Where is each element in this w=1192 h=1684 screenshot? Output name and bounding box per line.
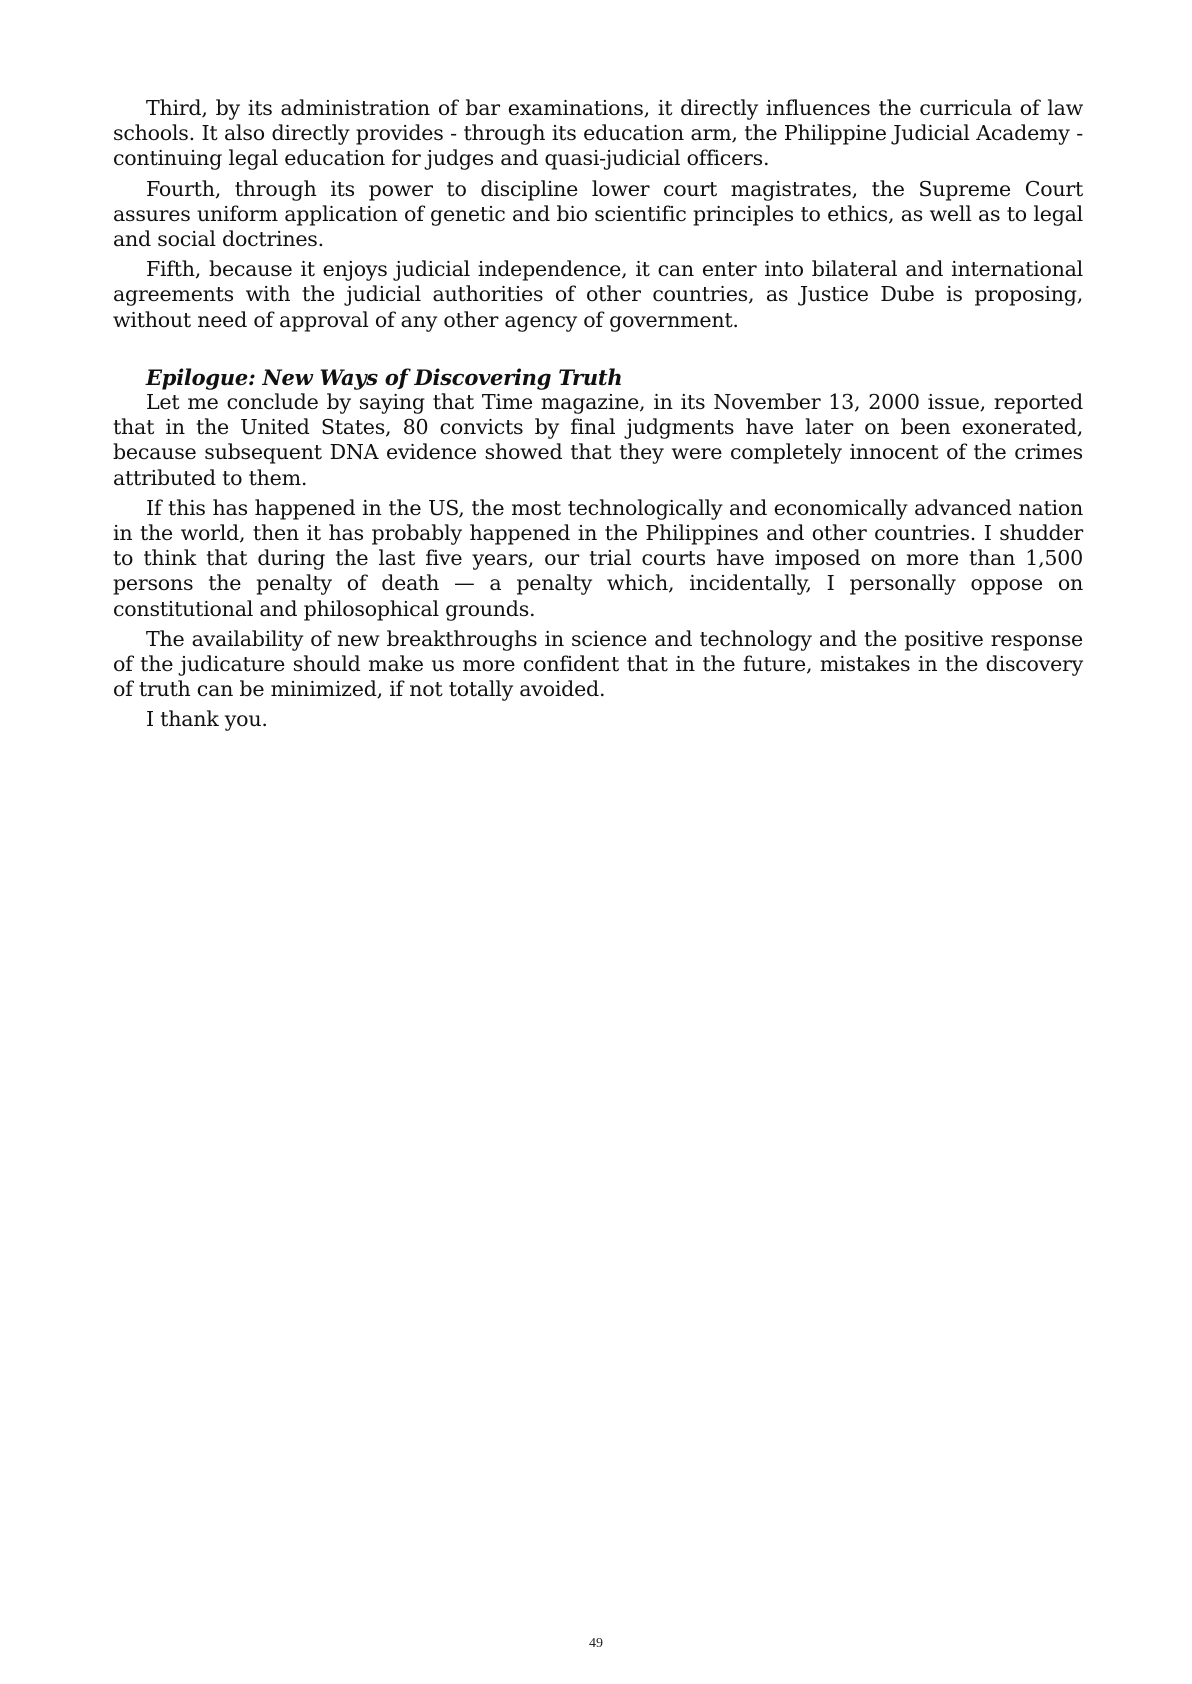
paragraph-conclusion: Let me conclude by saying that Time magazine, in its November 13, 2000 issue, reported that in the United States, 80 convicts by final judgments have later on been exonerated, because subsequent DNA evidence showed that they were completely innocent of the crimes attributed to them. [113,390,1083,490]
page-number: 49 [589,1636,603,1651]
section-heading-epilogue: Epilogue: New Ways of Discovering Truth [146,364,623,390]
paragraph-fourth: Fourth, through its power to discipline lower court magistrates, the Supreme Court assures uniform application of genetic and bio scientific principles to ethics, as well as to legal and social doctrines. [113,176,1083,252]
paragraph-us-comparison: If this has happened in the US, the most technologically and economically advanced nation in the world, then it has probably happened in the Philippines and other countries. I shudder to think that during the last five years, our trial courts have imposed on more than 1,500 persons the penalty of death — a penalty which, incidentally, I personally oppose on constitutional and philosophical grounds. [113,495,1083,621]
paragraph-fifth: Fifth, because it enjoys judicial independence, it can enter into bilateral and international agreements with the judicial authorities of other countries, as Justice Dube is proposing, without need of approval of any other agency of government. [113,257,1083,332]
document-page [113,96,1083,738]
paragraph-breakthroughs: The availability of new breakthroughs in science and technology and the positive response of the judicature should make us more confident that in the future, mistakes in the discovery of truth can be minimized, if not totally avoided. [113,626,1083,702]
paragraph-thanks: I thank you. [146,707,268,732]
paragraph-third: Third, by its administration of bar examinations, it directly influences the curricula of law schools. It also directly provides - through its education arm, the Philippine Judicial Academy - continuing legal education for judges and quasi-judicial officers. [113,96,1083,171]
